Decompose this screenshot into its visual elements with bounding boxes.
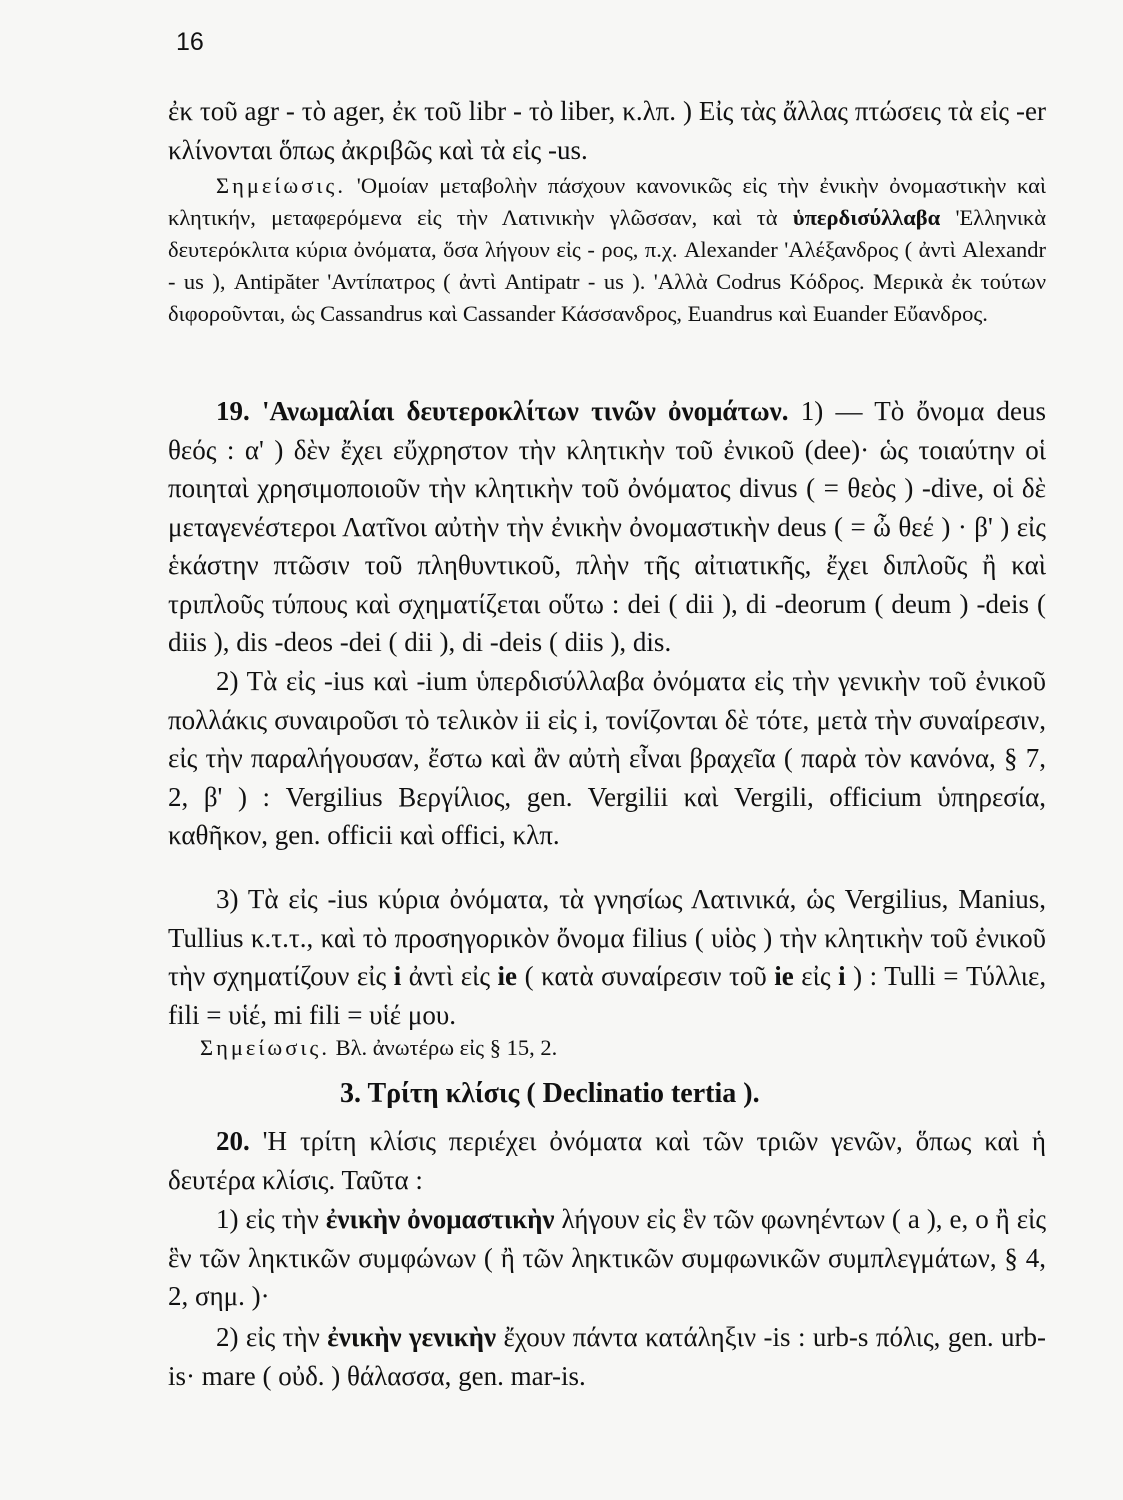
point-3-text: εἰς: [801, 961, 831, 991]
note-bold-term: ὑπερδισύλλαβα: [792, 205, 941, 230]
item-text: 1) εἰς τὴν: [216, 1204, 319, 1234]
section-body: 'Η τρίτη κλίσις περιέχει ὀνόματα καὶ τῶν τριῶν γενῶν, ὅπως καὶ ἡ δευτέρα κλίσις. Ταῦτα :: [168, 1126, 1047, 1195]
section-19: [168, 392, 1046, 662]
note-text: 'Ομοίαν μεταβολὴν πάσχουν κανονικῶς εἰς τὴν ἐνικὴν ὀνομαστικὴν καὶ κλητικήν, μεταφερόμενα εἰς τὴν Λατινικὴν γλῶσσαν, καὶ τὰ: [168, 173, 1047, 230]
note-text-cont: 'Ελληνικὰ δευτερόκλιτα κύρια ὀνόματα, ὅσα λήγουν εἰς - ρος, π.χ. Alexander 'Αλέξανδρος ( ἀντὶ Alexandr - us ), Antipăter 'Αντίπατρος ( ἀντὶ Antipatr - us ). 'Αλλὰ Codrus Κόδρος. Μερικὰ ἐκ τούτων διφοροῦνται, ὡς Cassandrus καὶ Cassander Κάσσανδρος, Euandrus καὶ Euander Εὔανδρος.: [168, 205, 1047, 326]
section-20-item-1: [168, 1200, 1046, 1316]
item-bold-term: ἐνικὴν ὀνομαστικὴν: [325, 1204, 555, 1234]
item-text: ἔχουν πάντα κατάληξιν -is : urb-s πόλις, gen. urb-is· mare ( οὐδ. ) θάλασσα, gen. mar-is.: [168, 1322, 1047, 1391]
item-text: λήγουν εἰς ἓν τῶν φωνηέντων ( a ), e, o ἢ εἰς ἓν τῶν ληκτικῶν συμφώνων ( ἢ τῶν ληκτικῶν συμφωνικῶν συμπλεγμάτων, § 4, 2, σημ. )·: [168, 1204, 1047, 1311]
section-heading: 3. Τρίτη κλίσις ( Declinatio tertia ).: [340, 1078, 760, 1109]
section-title: 'Ανωμαλίαι δευτεροκλίτων τινῶν ὀνομάτων.: [262, 396, 789, 426]
section-19-point-2: 2) Τὰ εἰς -ius καὶ -ium ὑπερδισύλλαβα ὀνόματα εἰς τὴν γενικὴν τοῦ ἐνικοῦ πολλάκις συναιροῦσι τὸ τελικὸν ii εἰς i, τονίζονται δὲ τότε, μετὰ τὴν συναίρεσιν, εἰς τὴν παραλήγουσαν, ἔστω καὶ ἂν αὐτὴ εἶναι βραχεῖα ( παρὰ τὸν κανόνα, § 7, 2, β' ) : Vergilius Βεργίλιος, gen. Vergilii καὶ Vergili, officium ὑπηρεσία, καθῆκον, gen. officii καὶ offici, κλπ.: [168, 666, 1046, 850]
section-body: 1) — Τὸ ὄνομα deus θεός : α' ) δὲν ἔχει εὔχρηστον τὴν κλητικὴν τοῦ ἐνικοῦ (dee)· ὡς τοιαύτην οἱ ποιηταὶ χρησιμοποιοῦν τὴν κλητικὴν τοῦ ὀνόματος divus ( = θεὸς ) -dive, οἱ δὲ μεταγενέστεροι Λατῖνοι αὐτὴν τὴν ἐνικὴν ὀνομαστικὴν deus ( = ὦ θεέ ) · β' ) εἰς ἑκάστην πτῶσιν τοῦ πληθυντικοῦ, πλὴν τῆς αἰτιατικῆς, ἔχει διπλοῦς ἢ καὶ τριπλοῦς τύπους καὶ σχηματίζεται οὕτω : dei ( dii ), di -deorum ( deum ) -deis ( diis ), dis -deos -dei ( dii ), di -deis ( diis ), dis.: [168, 396, 1046, 657]
point-3-text: ) : Tulli = Τύλλιε, fili = υἱέ, mi fili = υἱέ μου.: [168, 961, 1047, 1030]
paragraph-continuation: ἐκ τοῦ agr - τὸ ager, ἐκ τοῦ libr - τὸ liber, κ.λπ. ) Εἰς τὰς ἄλλας πτώσεις τὰ εἰς -er κλίνονται ὅπως ἀκριβῶς καὶ τὰ εἰς -us.: [168, 96, 1046, 165]
bold-ending: i: [393, 961, 402, 991]
section-20-item-2: [168, 1318, 1046, 1395]
point-3-text: ( κατὰ συναίρεσιν τοῦ: [524, 961, 767, 991]
section-19-point-3: [168, 880, 1046, 1034]
item-bold-term: ἐνικὴν γενικὴν: [327, 1322, 497, 1352]
note-label: Σημείωσις.: [200, 1035, 330, 1060]
note-paragraph: [168, 170, 1046, 330]
item-text: 2) εἰς τὴν: [216, 1322, 320, 1352]
point-3-text: ἀντὶ εἰς: [408, 961, 491, 991]
point-3-text: 3) Τὰ εἰς -ius κύρια ὀνόματα, τὰ γνησίως Λατινικά, ὡς Vergilius, Manius, Tullius κ.τ.τ., καὶ τὸ προσηγορικὸν ὄνομα filius ( υἱὸς ) τὴν κλητικὴν τοῦ ἐνικοῦ τὴν σχηματίζουν εἰς: [168, 884, 1046, 991]
section-number: 20.: [216, 1126, 250, 1156]
page-number: 16: [176, 28, 204, 56]
note-2: [200, 1032, 1046, 1064]
bold-ending: i: [838, 961, 846, 991]
section-20: [168, 1122, 1046, 1199]
bold-ending: ie: [497, 961, 518, 991]
bold-ending: ie: [774, 961, 794, 991]
section-number: 19.: [216, 396, 250, 426]
note-label: Σημείωσις.: [216, 173, 346, 198]
note-text: Βλ. ἀνωτέρω εἰς § 15, 2.: [335, 1035, 558, 1060]
